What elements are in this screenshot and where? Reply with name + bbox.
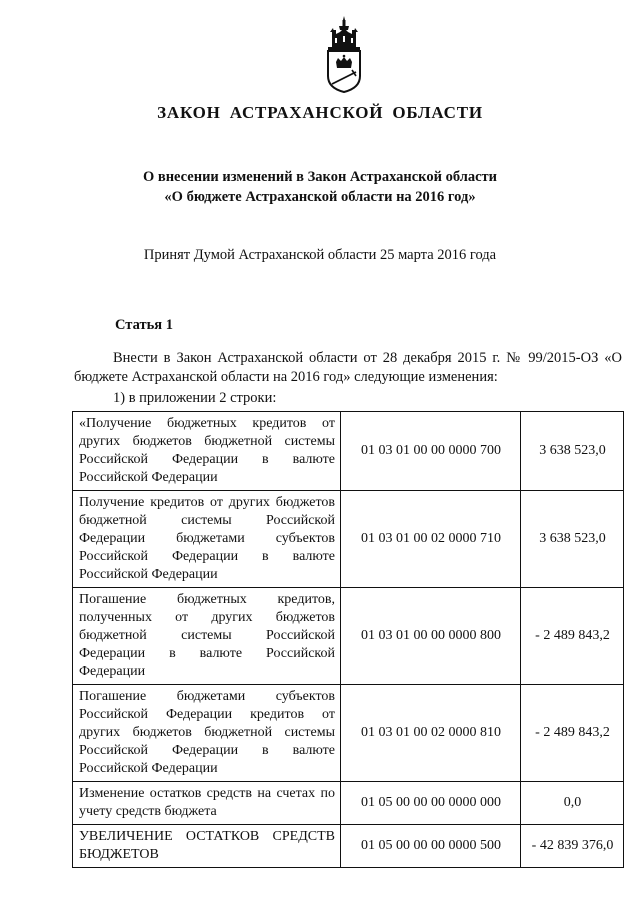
coat-of-arms-emblem	[318, 14, 370, 94]
row-name: УВЕЛИЧЕНИЕ ОСТАТКОВ СРЕДСТВ БЮДЖЕТОВ	[73, 825, 341, 868]
row-value: 3 638 523,0	[521, 412, 624, 491]
row-name: Получение кредитов от других бюджетов бюджетной системы Российской Федерации бюджетами субъектов Российской Федерации в валюте Российской Федерации	[73, 491, 341, 588]
row-name: Погашение бюджетами субъектов Российской Федерации кредитов от других бюджетов бюджетной системы Российской Федерации в валюте Российской Федерации	[73, 685, 341, 782]
row-code: 01 05 00 00 00 0000 500	[341, 825, 521, 868]
article-intro-text: Внести в Закон Астраханской области от 28 декабря 2015 г. № 99/2015-ОЗ «О бюджете Астраханской области на 2016 год» следующие изменения:	[74, 350, 622, 385]
table-row	[73, 491, 624, 588]
row-name: «Получение бюджетных кредитов от других бюджетов бюджетной системы Российской Федерации в валюте Российской Федерации	[73, 412, 341, 491]
article-item: 1) в приложении 2 строки:	[113, 390, 277, 406]
adoption-note: Принят Думой Астраханской области 25 марта 2016 года	[143, 247, 497, 263]
article-title: Статья 1	[115, 317, 173, 333]
law-title: ЗАКОН АСТРАХАНСКОЙ ОБЛАСТИ	[157, 103, 483, 122]
changes-table	[72, 411, 624, 868]
table-row	[73, 412, 624, 491]
row-code: 01 03 01 00 02 0000 810	[341, 685, 521, 782]
row-value: - 2 489 843,2	[521, 685, 624, 782]
law-subtitle	[0, 167, 640, 207]
table-row	[73, 782, 624, 825]
row-value: 3 638 523,0	[521, 491, 624, 588]
row-value: - 2 489 843,2	[521, 588, 624, 685]
table-row	[73, 685, 624, 782]
row-code: 01 03 01 00 00 0000 800	[341, 588, 521, 685]
row-name: Погашение бюджетных кредитов, полученных от других бюджетов бюджетной системы Российской Федерации в валюте Российской Федерации	[73, 588, 341, 685]
article-intro	[74, 349, 622, 387]
row-code: 01 05 00 00 00 0000 000	[341, 782, 521, 825]
subtitle-line-1: О внесении изменений в Закон Астраханской области	[142, 169, 498, 185]
table-row	[73, 588, 624, 685]
row-code: 01 03 01 00 00 0000 700	[341, 412, 521, 491]
table-row	[73, 825, 624, 868]
row-value: - 42 839 376,0	[521, 825, 624, 868]
row-code: 01 03 01 00 02 0000 710	[341, 491, 521, 588]
row-value: 0,0	[521, 782, 624, 825]
row-name: Изменение остатков средств на счетах по учету средств бюджета	[73, 782, 341, 825]
subtitle-line-2: «О бюджете Астраханской области на 2016 год»	[164, 189, 476, 205]
